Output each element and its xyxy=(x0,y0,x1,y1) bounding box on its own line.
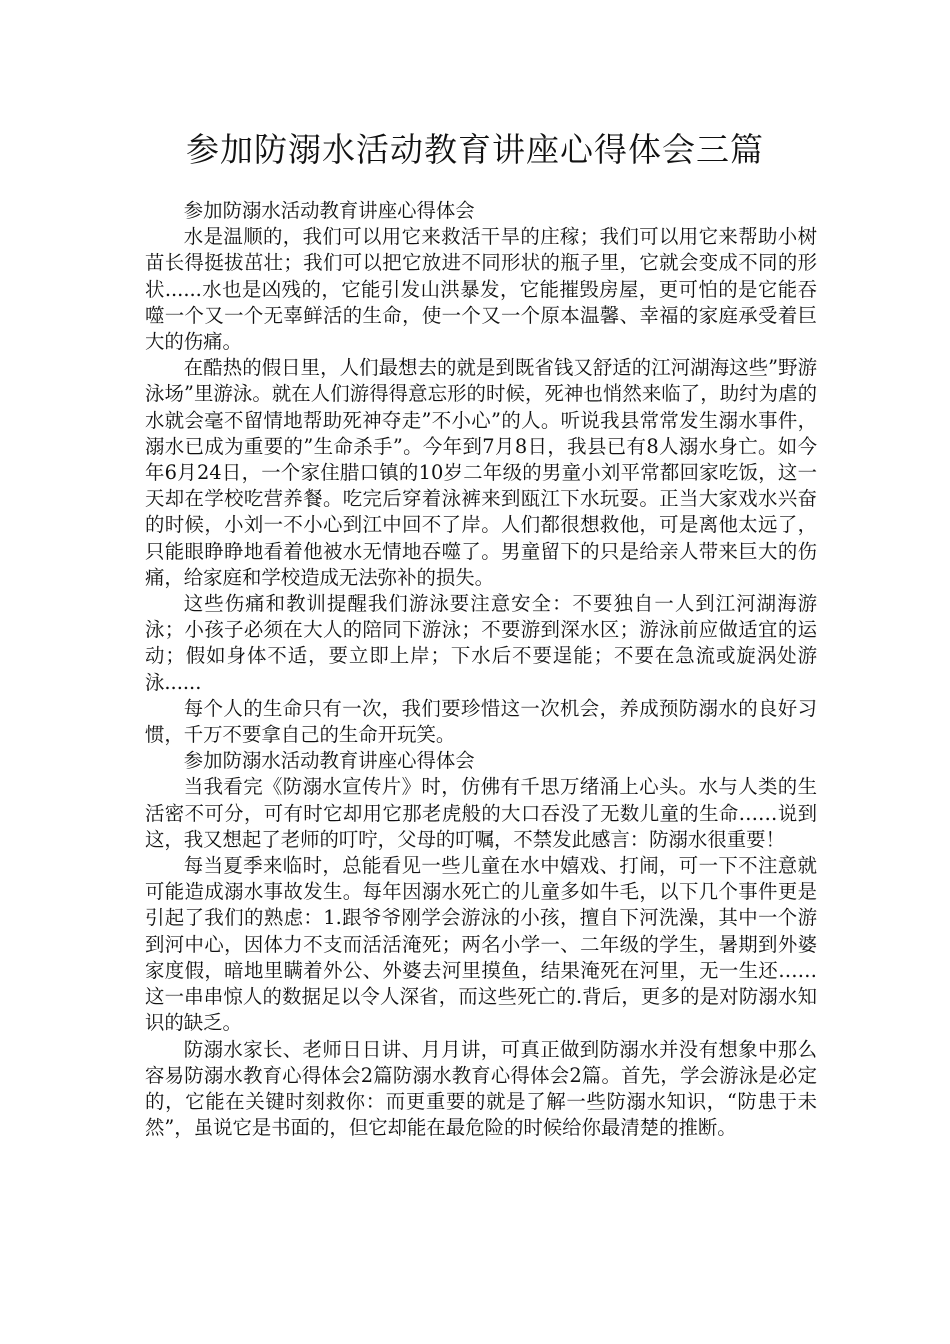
paragraph: 每个人的生命只有一次，我们要珍惜这一次机会，养成预防溺水的良好习惯，千万不要拿自己的生命开玩笑。 xyxy=(145,696,817,747)
paragraph: 水是温顺的，我们可以用它来救活干旱的庄稼；我们可以用它来帮助小树苗长得挺拔茁壮；我们可以把它放进不同形状的瓶子里，它就会变成不同的形状......水也是凶残的，它能引发山洪暴发，它能摧毁房屋，更可怕的是它能吞噬一个又一个无辜鲜活的生命，使一个又一个原本温馨、幸福的家庭承受着巨大的伤痛。 xyxy=(145,225,817,354)
section-heading-2: 参加防溺水活动教育讲座心得体会 xyxy=(183,749,475,773)
section-heading-1: 参加防溺水活动教育讲座心得体会 xyxy=(183,199,475,222)
document-title: 参加防溺水活动教育讲座心得体会三篇 xyxy=(186,130,764,169)
paragraph: 每当夏季来临时，总能看见一些儿童在水中嬉戏、打闹，可一下不注意就可能造成溺水事故发生。每年因溺水死亡的儿童多如牛毛，以下几个事件更是引起了我们的熟虑：1.跟爷爷刚学会游泳的小孩，擅自下河洗澡，其中一个游到河中心，因体力不支而活活淹死；两名小学一、二年级的学生，暑期到外婆家度假，暗地里瞒着外公、外婆去河里摸鱼，结果淹死在河里，无一生还……这一串串惊人的数据足以令人深省，而这些死亡的.背后，更多的是对防溺水知识的缺乏。 xyxy=(145,854,817,1035)
paragraph: 防溺水家长、老师日日讲、月月讲，可真正做到防溺水并没有想象中那么容易防溺水教育心得体会2篇防溺水教育心得体会2篇。首先，学会游泳是必定的，它能在关键时刻救你：而更重要的就是了解一些防溺水知识，“防患于未然”，虽说它是书面的，但它却能在最危险的时候给你最清楚的推断。 xyxy=(145,1037,817,1140)
document-body xyxy=(145,198,817,1141)
paragraph: 这些伤痛和教训提醒我们游泳要注意安全：不要独自一人到江河湖海游泳；小孩子必须在大人的陪同下游泳；不要游到深水区；游泳前应做适宜的运动；假如身体不适，要立即上岸；下水后不要逞能；不要在急流或旋涡处游泳...... xyxy=(145,592,817,694)
paragraph: 在酷热的假日里，人们最想去的就是到既省钱又舒适的江河湖海这些”野游泳场”里游泳。就在人们游得得意忘形的时候，死神也悄然来临了，助纣为虐的水就会毫不留情地帮助死神夺走”不小心”的人。听说我县常常发生溺水事件，溺水已成为重要的”生命杀手”。今年到7月8日，我县已有8人溺水身亡。如今年6月24日，一个家住腊口镇的10岁二年级的男童小刘平常都回家吃饭，这一天却在学校吃营养餐。吃完后穿着泳裤来到瓯江下水玩耍。正当大家戏水兴奋的时候，小刘一不小心到江中回不了岸。人们都很想救他，可是离他太远了，只能眼睁睁地看着他被水无情地吞噬了。男童留下的只是给亲人带来巨大的伤痛，给家庭和学校造成无法弥补的损失。 xyxy=(145,356,817,589)
paragraph: 当我看完《防溺水宣传片》时，仿佛有千思万绪涌上心头。水与人类的生活密不可分，可有时它却用它那老虎般的大口吞没了无数儿童的生命……说到这，我又想起了老师的叮咛，父母的叮嘱，不禁发此感言：防溺水很重要！ xyxy=(145,775,817,851)
